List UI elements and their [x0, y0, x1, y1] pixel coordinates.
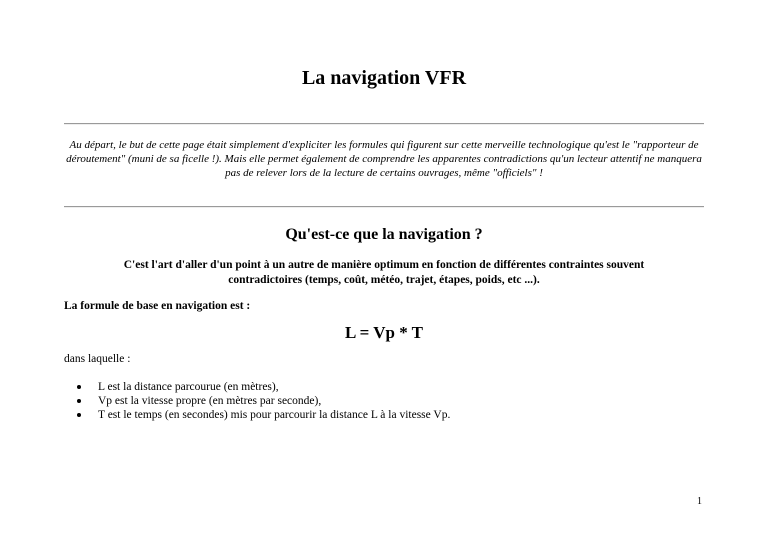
variable-list — [64, 380, 450, 422]
page-title: La navigation VFR — [301, 67, 467, 89]
list-item — [64, 408, 450, 422]
where-label: dans laquelle : — [64, 353, 131, 365]
horizontal-divider-top — [64, 123, 704, 125]
bullet-icon — [77, 399, 81, 403]
bullet-icon — [77, 413, 81, 417]
base-formula: L = Vp * T — [344, 323, 424, 342]
formula-intro: La formule de base en navigation est : — [64, 300, 251, 312]
list-item-text: T est le temps (en secondes) mis pour parcourir la distance L à la vitesse Vp. — [98, 409, 451, 421]
bullet-icon — [77, 385, 81, 389]
section-heading: Qu'est-ce que la navigation ? — [285, 226, 483, 243]
definition-paragraph: C'est l'art d'aller d'un point à un autre de manière optimum en fonction de différentes contraintes souvent contradictoires (temps, coût, météo, trajet, étapes, poids, etc ...). — [123, 259, 645, 286]
intro-paragraph: Au départ, le but de cette page était simplement d'expliciter les formules qui figurent sur cette merveille technologique qu'est le "rapporteur de déroutement" (muni de sa ficelle !). Mais elle permet également de comprendre les apparentes contradictions qu'un lecteur attentif ne manquera pas de relever lors de la lecture de certains ouvrages, même "officiels" ! — [66, 139, 702, 179]
list-item-text: Vp est la vitesse propre (en mètres par seconde), — [98, 395, 322, 407]
list-item-text: L est la distance parcourue (en mètres), — [98, 381, 279, 393]
page-number: 1 — [697, 496, 702, 507]
horizontal-divider-bottom — [64, 206, 704, 208]
list-item — [64, 394, 450, 408]
list-item — [64, 380, 450, 394]
